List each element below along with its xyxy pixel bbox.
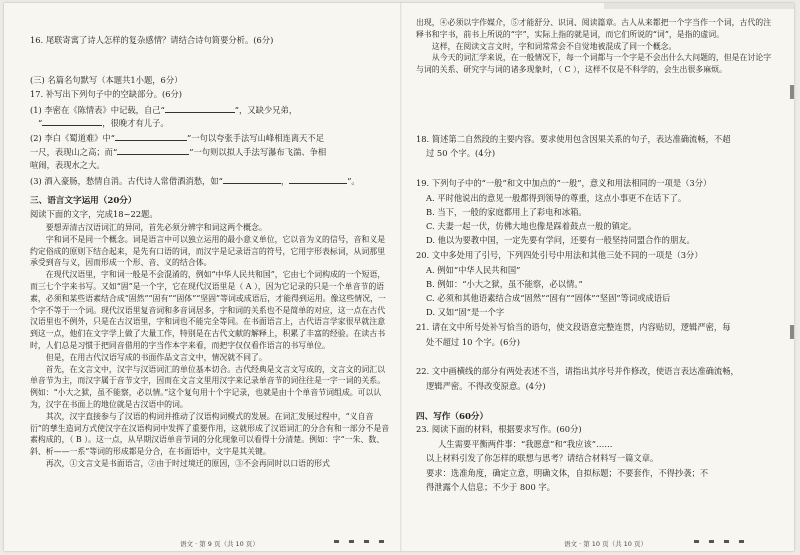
exam-sheet xyxy=(4,3,794,551)
question-17-2-cont: 一尺，表现山之高；而“ ”一句则以拟人手法写瀑布飞湍、争相 xyxy=(30,147,327,157)
passage-paragraph: 其次，汉字直接参与了汉语的构词并推动了汉语构词模式的发展。在词汇发展过程中，“义自音衍”的孳生造词方式使汉字在汉语构词中发挥了重要作用，这就形成了汉语词汇的分合有和一部分不是音素构成的，（ B ）。这一点，从早期汉语单音节词的分化现象可以看得十分清楚。例如：字“一朱、数、斜、析——一系”等词的形成都是分合，在书面语中，文字是其关键。 xyxy=(30,411,390,457)
passage-paragraph: 这样，在阅读文言文时，字和词常常会不自觉地被混成了同一个概念。 xyxy=(431,41,677,51)
answer-blank[interactable] xyxy=(42,117,102,126)
question-17-1-cont: “ ，很晚才有儿子。 xyxy=(38,118,169,128)
page-fold xyxy=(400,3,402,551)
question-17-2: (2) 李白《蜀道难》中“ ”一句以夸张手法写山峰相连离天不足 xyxy=(30,133,325,143)
writing-requirements: 要求：选准角度，确定立意，明确文体，自拟标题；不要套作，不得抄袭；不 xyxy=(426,468,709,478)
answer-blank[interactable] xyxy=(165,104,235,113)
passage-paragraph: 首先，在文言文中，汉字与汉语词汇的单位基本切合。古代经典是文言文写成的，文言文的词汇以单音节为主，而汉字属于音节文字，因而在文言文里用汉字来记录单音节的词往往是一字一词的关系。例如：“小大之狱，虽不能察，必以情。”这个复句用十个字记录，也就是由十个单音节词组成。可以认为，汉字在书面上的地位就是古汉语中的词。 xyxy=(30,364,386,409)
question-21-cont: 处不超过 10 个字。(6分) xyxy=(426,337,520,347)
scan-marks xyxy=(694,540,744,543)
passage-paragraph: 出现，④必须以字作媒介，⑤才能舒分、识词、阅读篇章。古人从来都把一个字当作一个词，古代的注释书和字书，前书上所说的“字”，实际上指的就是词，而它们所说的“词”，是指的虚词。 xyxy=(416,18,772,39)
section-language-title: 三、语言文字运用（20分） xyxy=(30,196,137,206)
option-19-a[interactable]: A. 平时他说出的意见一般都得到领导的尊重，这点小事更不在话下了。 xyxy=(426,193,687,203)
passage-paragraph: 要想弄清古汉语词汇的异同，首先必须分辨字和词这两个概念。 xyxy=(45,223,267,232)
option-20-a[interactable]: A. 例如“中华人民共和国” xyxy=(426,265,521,275)
passage-paragraph: 再次，①文言文是书面语言，②由于时过境迁的原因，③不会再同时以口语的形式 xyxy=(45,458,330,468)
scan-top-strip xyxy=(604,3,794,9)
page-footer: 语文 · 第 9 页（共 10 页） xyxy=(180,540,259,548)
option-20-c[interactable]: C. 必须和其他语素结合成“固然”“固有”“固体”“坚固”等词或成语后 xyxy=(426,293,671,303)
question-20: 20. 文中多处用了引号，下列四处引号中用法和其他三处不同的一项是（3分） xyxy=(416,250,703,260)
writing-material: 人生需要平衡两件事：“我愿意”和“我应该”…… xyxy=(438,439,613,449)
question-22: 22. 文中画横线的部分有两处表述不当，请指出其序号并作修改，使语言表达准确流畅， xyxy=(416,366,739,376)
question-18: 18. 简述第二自然段的主要内容。要求使用包含因果关系的句子，表达准确流畅，不超 xyxy=(416,134,731,144)
question-19: 19. 下列句子中的“一般”和文中加点的“一般”，意义和用法相同的一项是（3分） xyxy=(416,178,712,188)
question-17-3: (3) 酒入豪肠，愁情自消。古代诗人常借酒消愁，如“ ， ”。 xyxy=(30,176,360,186)
question-16: 16. 尾联寄寓了诗人怎样的复杂感情？请结合诗句简要分析。(6分) xyxy=(30,35,274,45)
scan-edge-mark xyxy=(790,325,794,339)
option-19-d[interactable]: D. 他以为要教中国，一定先要有学问，还要有一般坚持同盟合作的朋友。 xyxy=(426,235,695,245)
passage-paragraph: 但是，在用古代汉语写成的书面作品文言文中，情况就不同了。 xyxy=(45,352,267,362)
writing-material-prompt: 以上材料引发了你怎样的联想与思考？请结合材料写一篇文章。 xyxy=(426,453,659,463)
reading-passage xyxy=(30,222,390,534)
passage-continued xyxy=(416,17,776,76)
option-19-c[interactable]: C. 夫妻一起一伏，仿佛大地也像是踩着鼓点一般的镇定。 xyxy=(426,221,637,231)
answer-blank[interactable] xyxy=(115,132,187,141)
question-17-1: (1) 李密在《陈情表》中记载，自己“ ”，又缺少兄弟， xyxy=(30,105,298,115)
section-writing-title: 四、写作（60分） xyxy=(416,412,489,422)
option-20-d[interactable]: D. 又如“固”是一个字 xyxy=(426,307,505,317)
question-23: 23. 阅读下面的材料，根据要求写作。(60分) xyxy=(416,424,582,434)
scan-edge-mark xyxy=(790,85,794,99)
answer-blank[interactable] xyxy=(223,175,281,184)
page-footer: 语文 · 第 10 页（共 10 页） xyxy=(564,540,648,548)
question-18-cont: 过 50 个字。(4分) xyxy=(426,148,496,158)
passage-paragraph: 在现代汉语里，字和词一般是不会混淆的，例如“中华人民共和国”，它由七个词构成的一个短语，而三七个字来书写。又如“固”是一个字，它在现代汉语里是（ A ），因为它记录的只是一个单音节的语素，必须和某些语素结合成“固然”“固有”“固体”“坚固”等词或成语后，才能得到运用。像这些情况，一个字不等于一个词。现代汉语里复音词和多音词居多，字和词的关系也不是简单的对应，这一点在古代汉语里也不例外，只是在古汉语里，字和词也不能完全等同。在书面语言上，古代语言学家很早就注意到这一点，他们在文字学上做了大量工作，特别是在古代文献的解释上，积累了丰富的经验。在读古书时，人们总是习惯于把同音借用的字当作本字来看，而把字仅仅看作语言的书写单位。 xyxy=(30,270,386,350)
reading-prompt: 阅读下面的文字，完成18~22题。 xyxy=(30,209,158,219)
passage-paragraph: 从今天的词汇学来说，在一般情况下，每一个词都与一个字是不会出什么大问题的，但是在讨论字与词的关系、研究字与词的诸多现象时，（ C ），这样不仅是不科学的，会生出很多麻烦。 xyxy=(416,53,772,75)
option-20-b[interactable]: B. 例如：“小大之狱，虽不能察，必以情。” xyxy=(426,279,583,289)
option-19-b[interactable]: B. 当下，一般的家庭都用上了彩电和冰箱。 xyxy=(426,207,587,217)
answer-blank[interactable] xyxy=(289,175,347,184)
question-17-2-end: 喧闹，表现水之大。 xyxy=(30,160,105,170)
answer-blank[interactable] xyxy=(117,146,189,155)
question-22-cont: 逻辑严密。不得改变原意。(4分) xyxy=(426,381,546,391)
passage-paragraph: 字和词不是同一个概念。词是语言中可以独立运用的最小意义单位，它以音为义的信号，音和义是约定俗成的原则下结合起来，是先有口语的词，而汉字是记录语言的符号，它用字形表标词，从词那里承受到音与义，因而形成一个形、音、义的结合体。 xyxy=(30,234,386,268)
writing-requirements-cont: 得泄露个人信息；不少于 800 字。 xyxy=(426,482,555,492)
scan-marks xyxy=(334,540,384,543)
question-17: 17. 补写出下列句子中的空缺部分。(6分) xyxy=(30,89,183,99)
section-3-title: (三) 名篇名句默写（本题共1小题，6分） xyxy=(30,75,183,85)
question-21: 21. 请在文中所号处补写恰当的语句，使文段语意完整连贯，内容贴切，逻辑严密，每 xyxy=(416,322,731,332)
